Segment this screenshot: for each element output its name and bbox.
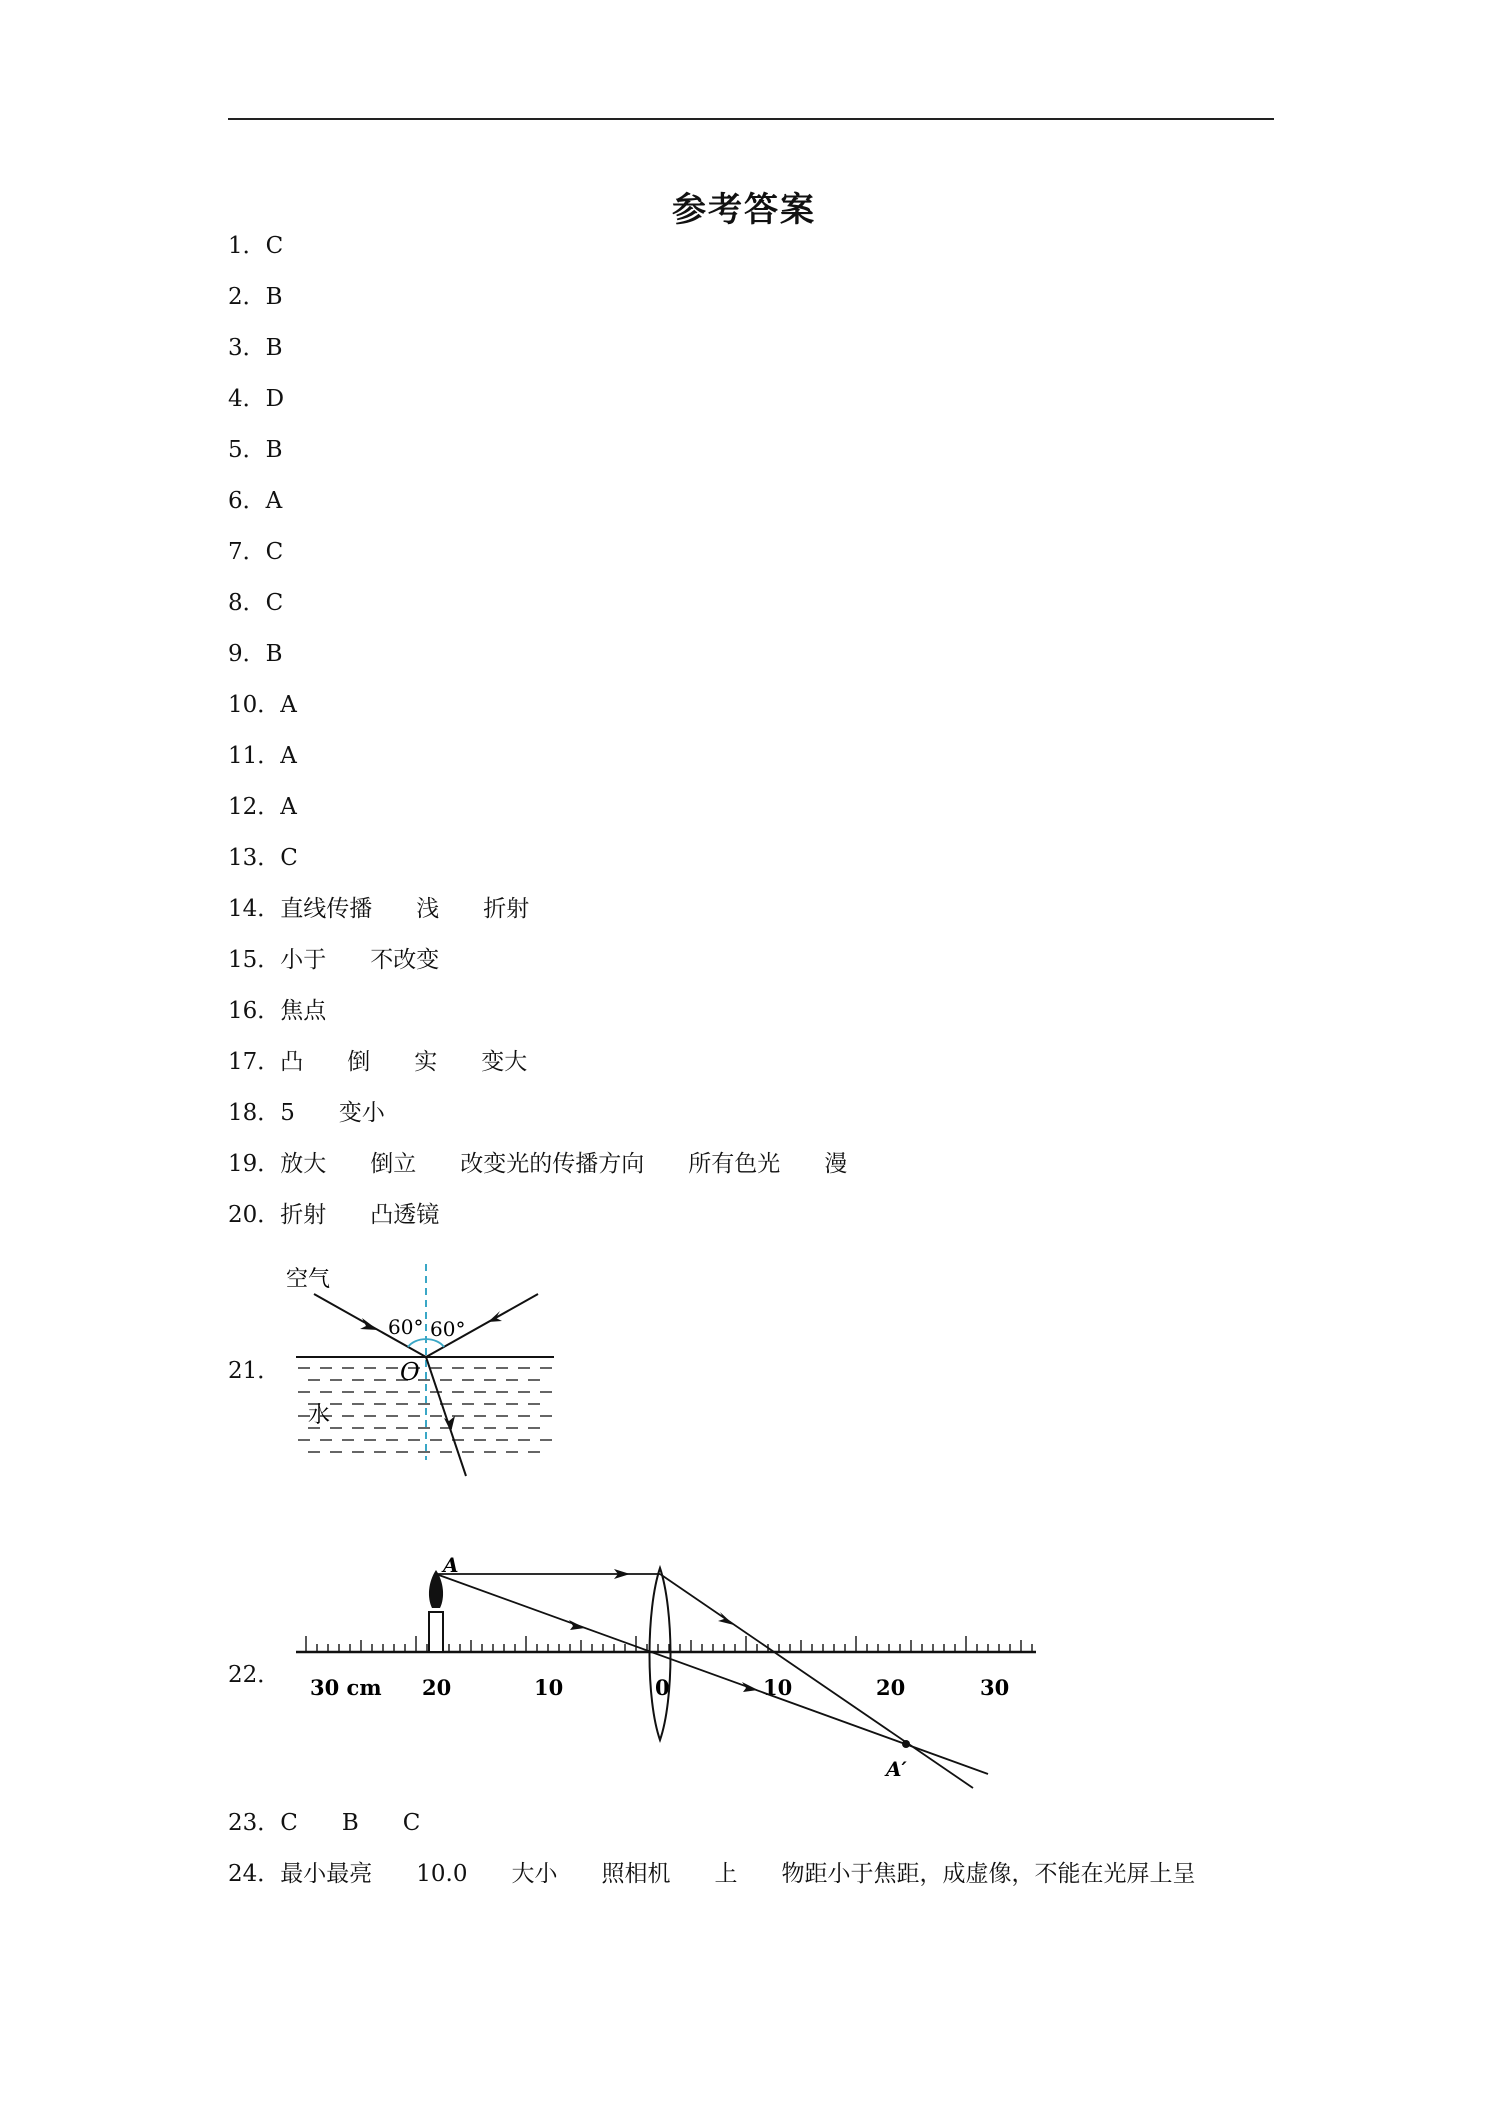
answer-line bbox=[228, 333, 327, 363]
answer-value: 变小 bbox=[338, 1100, 385, 1126]
answer-line bbox=[228, 231, 327, 261]
answer-value: 实 bbox=[414, 1049, 438, 1075]
answer-line bbox=[228, 1098, 429, 1128]
answer-number: 19． bbox=[228, 1151, 281, 1177]
answer-number: 3． bbox=[228, 335, 266, 361]
answer-value: A bbox=[280, 743, 297, 769]
tick-label-20-right: 20 bbox=[876, 1675, 906, 1700]
answer-line bbox=[228, 945, 483, 975]
answer-number: 2． bbox=[228, 284, 266, 310]
tick-label-0: 0 bbox=[655, 1675, 670, 1700]
answer-value: 物距小于焦距，成虚像，不能在光屏上呈 bbox=[781, 1861, 1196, 1887]
answer-line bbox=[228, 537, 327, 567]
answer-line bbox=[228, 1859, 1240, 1889]
refracted-focal-arrow bbox=[718, 1612, 734, 1625]
image-point bbox=[902, 1740, 910, 1748]
answer-value: 所有色光 bbox=[688, 1151, 781, 1177]
answer-number: 17． bbox=[228, 1049, 281, 1075]
answer-value: 凸透镜 bbox=[370, 1202, 440, 1228]
answer-number: 8． bbox=[228, 590, 266, 616]
answer-number: 12． bbox=[228, 794, 281, 820]
answer-number: 24． bbox=[228, 1861, 281, 1887]
tick-label-10-left: 10 bbox=[534, 1675, 564, 1700]
water-label: 水 bbox=[308, 1403, 331, 1428]
angle-left-label: 60° bbox=[388, 1315, 424, 1339]
answer-line bbox=[228, 741, 341, 771]
answer-value: B bbox=[341, 1810, 359, 1836]
answer-number: 4． bbox=[228, 386, 266, 412]
answer-line bbox=[228, 588, 327, 618]
refracted-focal-ray bbox=[660, 1574, 973, 1788]
tick-label-20-left: 20 bbox=[422, 1675, 452, 1700]
answer-line bbox=[228, 639, 327, 669]
answer-value: 焦点 bbox=[280, 998, 327, 1024]
q22-number: 22． bbox=[228, 1662, 281, 1688]
answer-line bbox=[228, 486, 326, 516]
ruler-ticks bbox=[306, 1636, 1032, 1652]
incident-arrow bbox=[360, 1318, 378, 1330]
answer-value: 凸 bbox=[280, 1049, 304, 1075]
answer-number: 16． bbox=[228, 998, 281, 1024]
answer-number: 11． bbox=[228, 743, 281, 769]
answer-value: 大小 bbox=[511, 1861, 558, 1887]
answer-value: 倒立 bbox=[370, 1151, 417, 1177]
answer-value: 照相机 bbox=[601, 1861, 671, 1887]
answer-value: C bbox=[280, 1810, 298, 1836]
answer-line bbox=[228, 1200, 483, 1230]
answer-value: 10.0 bbox=[416, 1861, 468, 1887]
answer-value: 直线传播 bbox=[280, 896, 373, 922]
answer-number: 10． bbox=[228, 692, 281, 718]
answer-value: B bbox=[265, 335, 283, 361]
answer-value: 浅 bbox=[416, 896, 440, 922]
answer-number: 20． bbox=[228, 1202, 281, 1228]
answer-number: 15． bbox=[228, 947, 281, 973]
q21-number: 21． bbox=[228, 1358, 281, 1384]
answer-value: C bbox=[265, 590, 284, 616]
tick-label-10-right: 10 bbox=[763, 1675, 793, 1700]
answer-number: 6． bbox=[228, 488, 266, 514]
answer-value: 不改变 bbox=[370, 947, 440, 973]
answer-number: 7． bbox=[228, 539, 266, 565]
answer-line bbox=[228, 894, 573, 924]
center-ray-arrow-1 bbox=[569, 1620, 585, 1630]
answer-value: 放大 bbox=[280, 1151, 327, 1177]
answer-value: 漫 bbox=[824, 1151, 848, 1177]
image-a-label: A′ bbox=[886, 1757, 907, 1781]
answer-value: D bbox=[265, 386, 285, 412]
answer-line bbox=[228, 1047, 571, 1077]
answer-value: A bbox=[280, 794, 297, 820]
answer-line bbox=[228, 435, 327, 465]
tick-label-30-right: 30 bbox=[980, 1675, 1010, 1700]
answer-value: 折射 bbox=[280, 1202, 327, 1228]
answer-value: A bbox=[265, 488, 283, 514]
answer-number: 1． bbox=[228, 233, 266, 259]
answer-number: 13． bbox=[228, 845, 281, 871]
header-rule bbox=[228, 118, 1274, 120]
answer-value: 倒 bbox=[347, 1049, 371, 1075]
answer-line bbox=[228, 384, 328, 414]
convex-lens bbox=[650, 1568, 671, 1740]
answer-value: B bbox=[265, 284, 283, 310]
answer-value: B bbox=[265, 641, 283, 667]
object-a-label: A bbox=[443, 1553, 459, 1577]
answer-number: 14． bbox=[228, 896, 281, 922]
answer-value: C bbox=[265, 233, 284, 259]
answer-value: 变大 bbox=[481, 1049, 528, 1075]
answer-line bbox=[228, 1808, 464, 1838]
answer-number: 5． bbox=[228, 437, 266, 463]
answer-line bbox=[228, 690, 341, 720]
answer-value: 小于 bbox=[280, 947, 327, 973]
answer-value: 上 bbox=[714, 1861, 738, 1887]
angle-right-label: 60° bbox=[430, 1317, 466, 1341]
answer-value: 最小最亮 bbox=[280, 1861, 373, 1887]
air-label: 空气 bbox=[286, 1267, 331, 1292]
page-title: 参考答案 bbox=[672, 190, 816, 230]
answer-value: 改变光的传播方向 bbox=[460, 1151, 645, 1177]
answer-line bbox=[228, 282, 327, 312]
answer-line bbox=[228, 1149, 891, 1179]
answer-value: C bbox=[280, 845, 298, 871]
answer-value: 5 bbox=[280, 1100, 295, 1126]
answer-number: 18． bbox=[228, 1100, 281, 1126]
answer-value: 折射 bbox=[483, 896, 530, 922]
answer-value: C bbox=[265, 539, 284, 565]
point-o-label: O bbox=[400, 1358, 420, 1386]
lens-diagram bbox=[280, 1540, 1050, 1800]
tick-label-30cm: 30 cm bbox=[310, 1675, 382, 1700]
answer-value: B bbox=[265, 437, 283, 463]
answer-number: 23． bbox=[228, 1810, 281, 1836]
answer-number: 9． bbox=[228, 641, 266, 667]
candle-body bbox=[429, 1612, 443, 1652]
answer-line bbox=[228, 792, 341, 822]
answer-value: C bbox=[402, 1810, 421, 1836]
ruler-tick-labels bbox=[310, 1675, 1009, 1700]
answer-line bbox=[228, 843, 342, 873]
answer-value: A bbox=[280, 692, 297, 718]
answer-line bbox=[228, 996, 370, 1026]
refraction-diagram bbox=[280, 1250, 580, 1480]
